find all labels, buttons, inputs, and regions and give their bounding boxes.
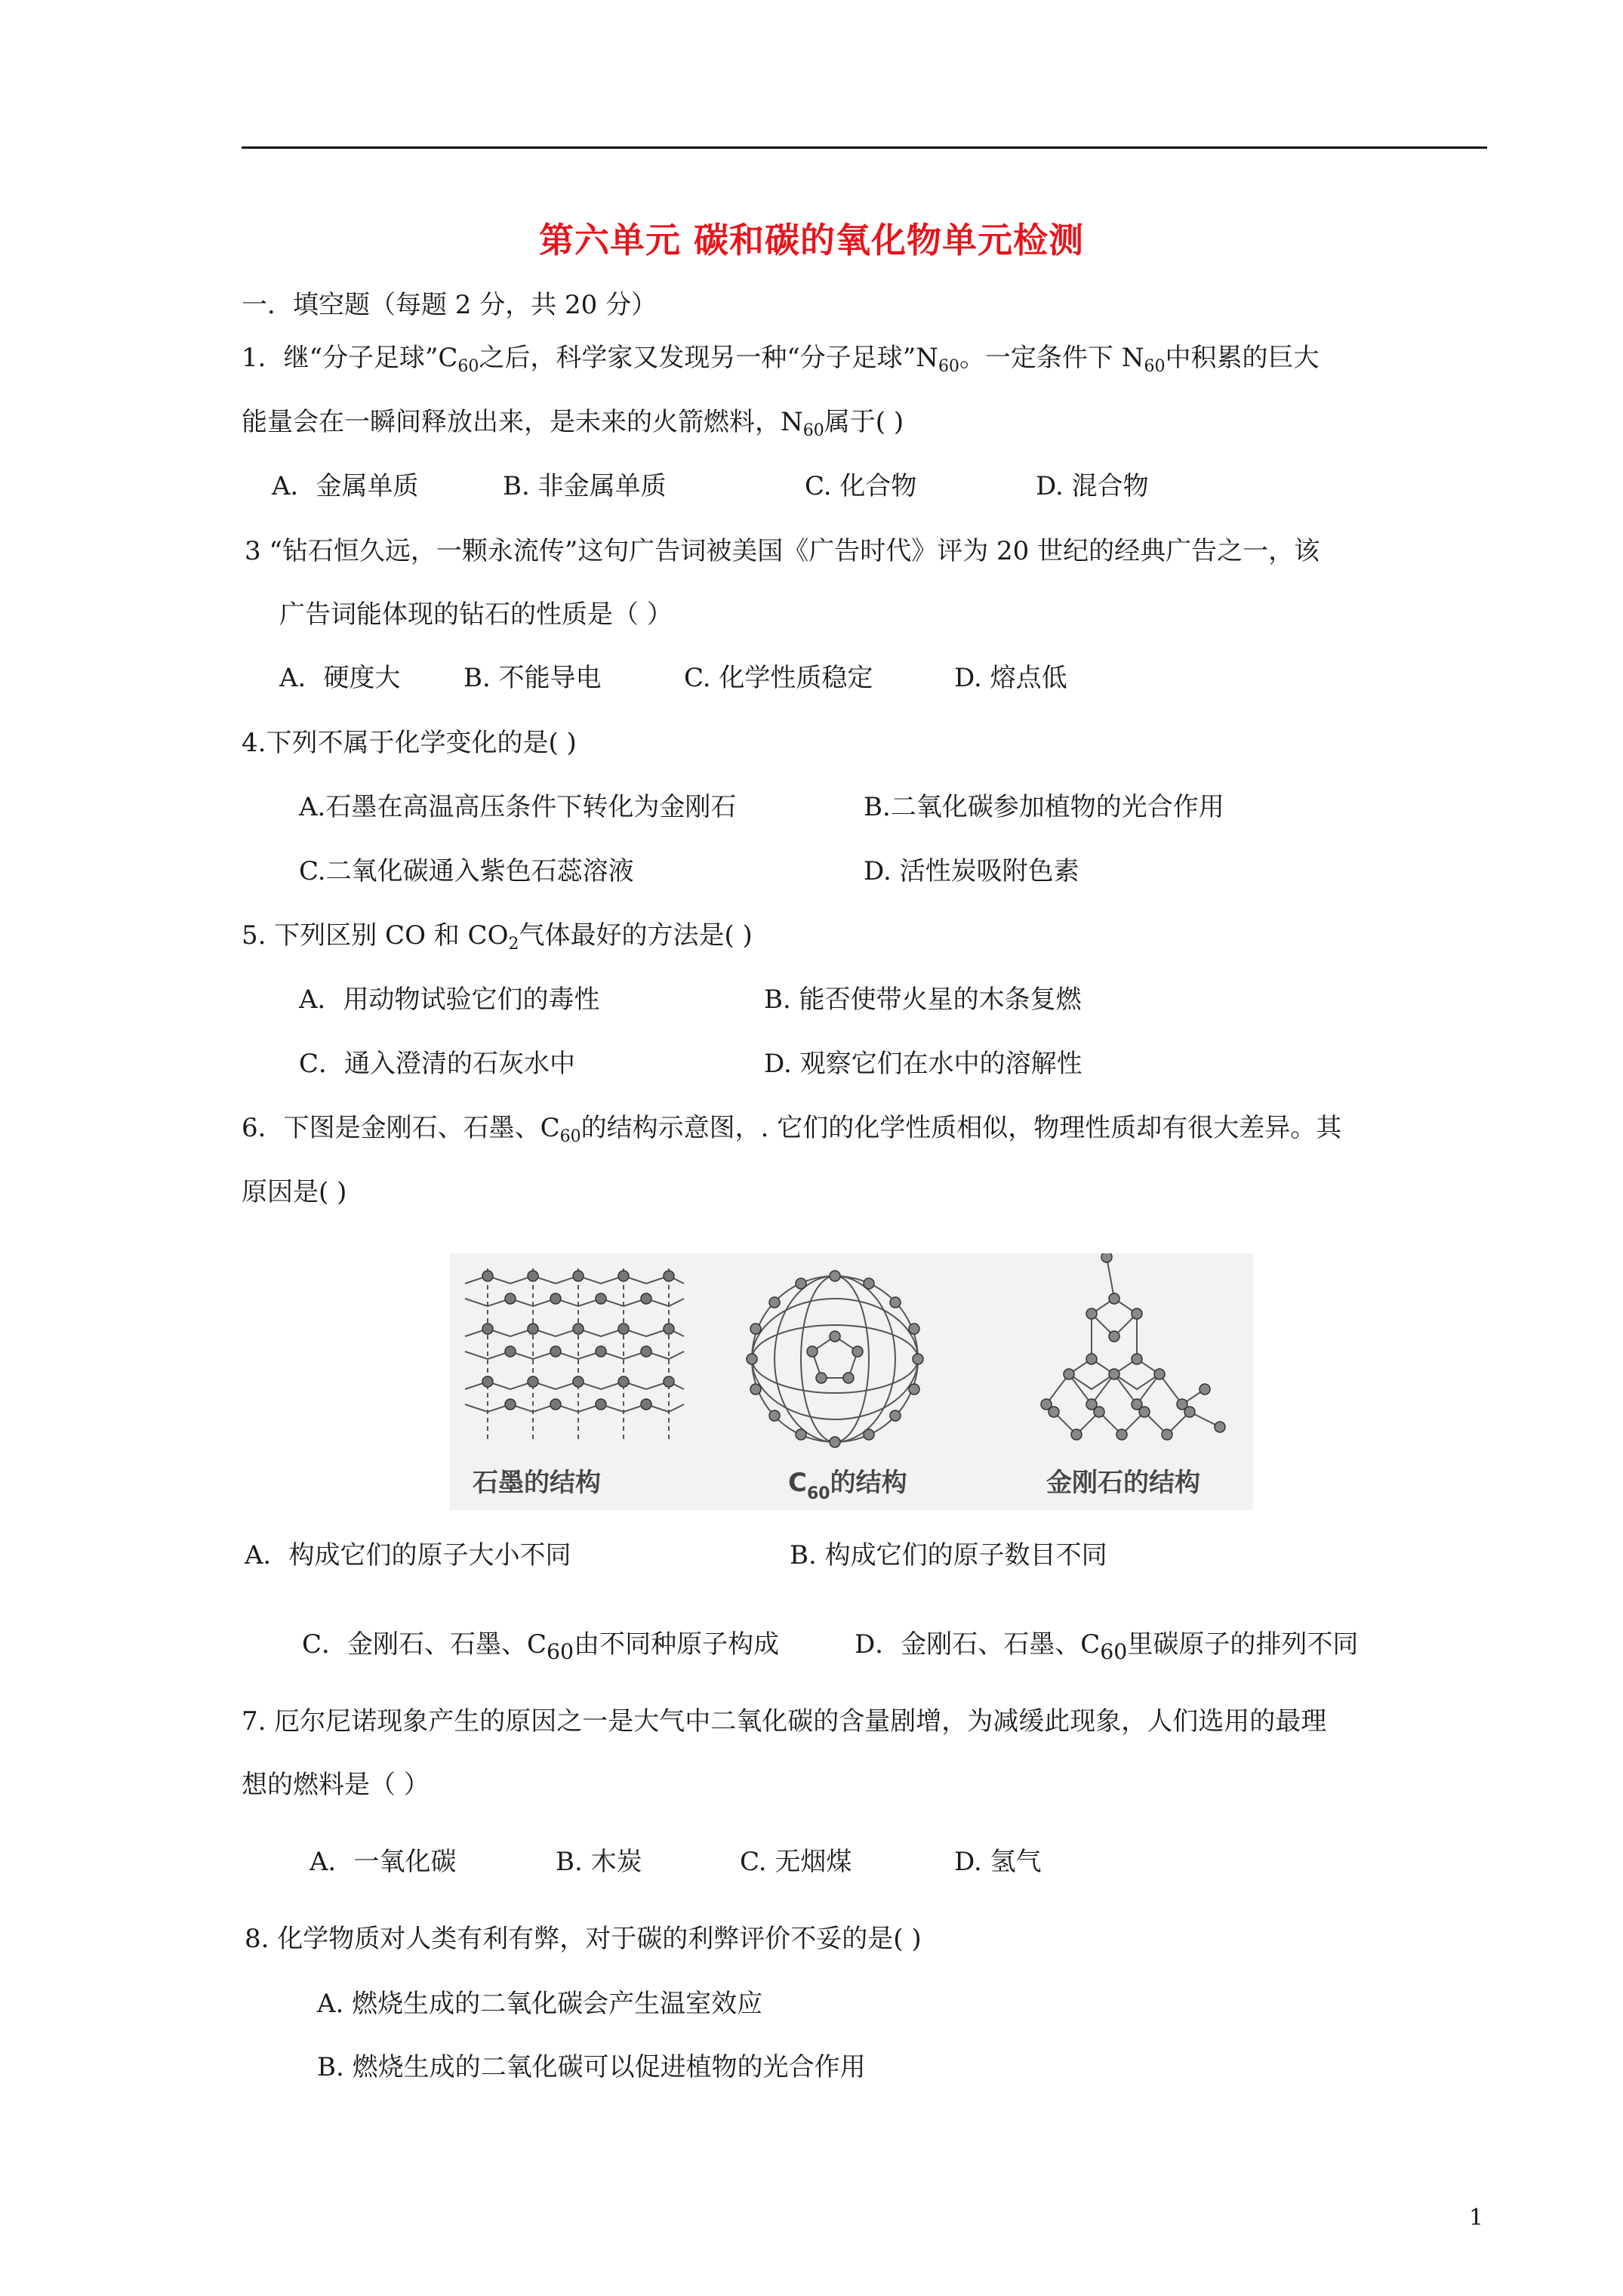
q1-option-d: D. 混合物 — [1036, 471, 1149, 501]
q3-line1: 3 “钻石恒久远，一颗永流传”这句广告词被美国《广告时代》评为 20 世纪的经典广告之一，该 — [245, 536, 1320, 566]
header-rule — [242, 146, 1487, 149]
q5-option-c: C．通入澄清的石灰水中 — [299, 1049, 576, 1079]
page-title: 第六单元 碳和碳的氧化物单元检测 — [538, 220, 1084, 260]
q7-option-c: C. 无烟煤 — [740, 1847, 852, 1877]
q3-option-a: A．硬度大 — [279, 663, 401, 693]
caption-c60: $C_{60}$的结构 — [788, 1468, 907, 1503]
q8-option-b: B. 燃烧生成的二氧化碳可以促进植物的光合作用 — [317, 2052, 866, 2082]
q1-line1: 1．继“分子足球$”C_{60}$之后，科学家又发现另一种“分子足球$”N_{60}$。一定条件下 $N_{60}$中积累的巨大 — [242, 343, 1320, 376]
q6-line2: 原因是( ) — [242, 1177, 347, 1207]
q4-option-b: B.二氧化碳参加植物的光合作用 — [864, 792, 1224, 822]
q3-option-b: B. 不能导电 — [463, 663, 602, 693]
q3-line2: 广告词能体现的钻石的性质是（ ） — [279, 599, 673, 630]
q7-line1: 7. 厄尔尼诺现象产生的原因之一是大气中二氧化碳的含量剧增，为减缓此现象，人们选用的最理 — [242, 1706, 1327, 1737]
caption-graphite: 石墨的结构 — [473, 1468, 601, 1498]
q8-option-a: A. 燃烧生成的二氧化碳会产生温室效应 — [317, 1989, 763, 2019]
q4-option-a: A.石墨在高温高压条件下转化为金刚石 — [299, 792, 737, 822]
q7-option-b: B. 木炭 — [556, 1847, 642, 1877]
carbon-structures-image — [450, 1253, 1253, 1510]
q7-line2: 想的燃料是（ ） — [242, 1770, 430, 1800]
q6-option-c: C．金刚石、石墨、$C_{60}$由不同种原子构成 — [302, 1629, 780, 1664]
q5-option-a: A．用动物试验它们的毒性 — [299, 985, 600, 1015]
q5-stem: 5. 下列区别 CO 和 $CO_2$气体最好的方法是( ) — [242, 920, 753, 954]
q6-option-a: A．构成它们的原子大小不同 — [245, 1540, 571, 1570]
q6-line1: 6．下图是金刚石、石墨、$C_{60}$的结构示意图，. 它们的化学性质相似，物理性质却有很大差异。其 — [242, 1113, 1342, 1146]
q7-option-a: A．一氧化碳 — [310, 1847, 457, 1877]
caption-diamond: 金刚石的结构 — [1046, 1468, 1200, 1498]
q3-option-d: D. 熔点低 — [954, 663, 1067, 693]
q8-stem: 8. 化学物质对人类有利有弊，对于碳的利弊评价不妥的是( ) — [245, 1924, 922, 1954]
page-number: 1 — [1469, 2205, 1484, 2231]
q6-option-d: D．金刚石、石墨、$C_{60}$里碳原子的排列不同 — [855, 1629, 1359, 1664]
q5-option-d: D. 观察它们在水中的溶解性 — [764, 1049, 1083, 1079]
q4-option-d: D. 活性炭吸附色素 — [864, 856, 1079, 886]
q1-option-a: A．金属单质 — [272, 471, 419, 501]
q5-option-b: B. 能否使带火星的木条复燃 — [764, 985, 1082, 1015]
q1-line2: 能量会在一瞬间释放出来，是未来的火箭燃料，$N_{60}$属于( ) — [242, 407, 904, 440]
q4-stem: 4.下列不属于化学变化的是( ) — [242, 728, 577, 758]
q6-option-b: B. 构成它们的原子数目不同 — [790, 1540, 1107, 1570]
q7-option-d: D. 氢气 — [954, 1847, 1042, 1877]
q4-option-c: C.二氧化碳通入紫色石蕊溶液 — [299, 856, 634, 886]
carbon-structures-figure — [450, 1253, 1253, 1510]
q1-option-b: B. 非金属单质 — [503, 471, 667, 501]
q1-option-c: C. 化合物 — [805, 471, 917, 501]
q3-option-c: C. 化学性质稳定 — [684, 663, 873, 693]
section-heading: 一．填空题（每题 2 分，共 20 分） — [242, 290, 658, 320]
